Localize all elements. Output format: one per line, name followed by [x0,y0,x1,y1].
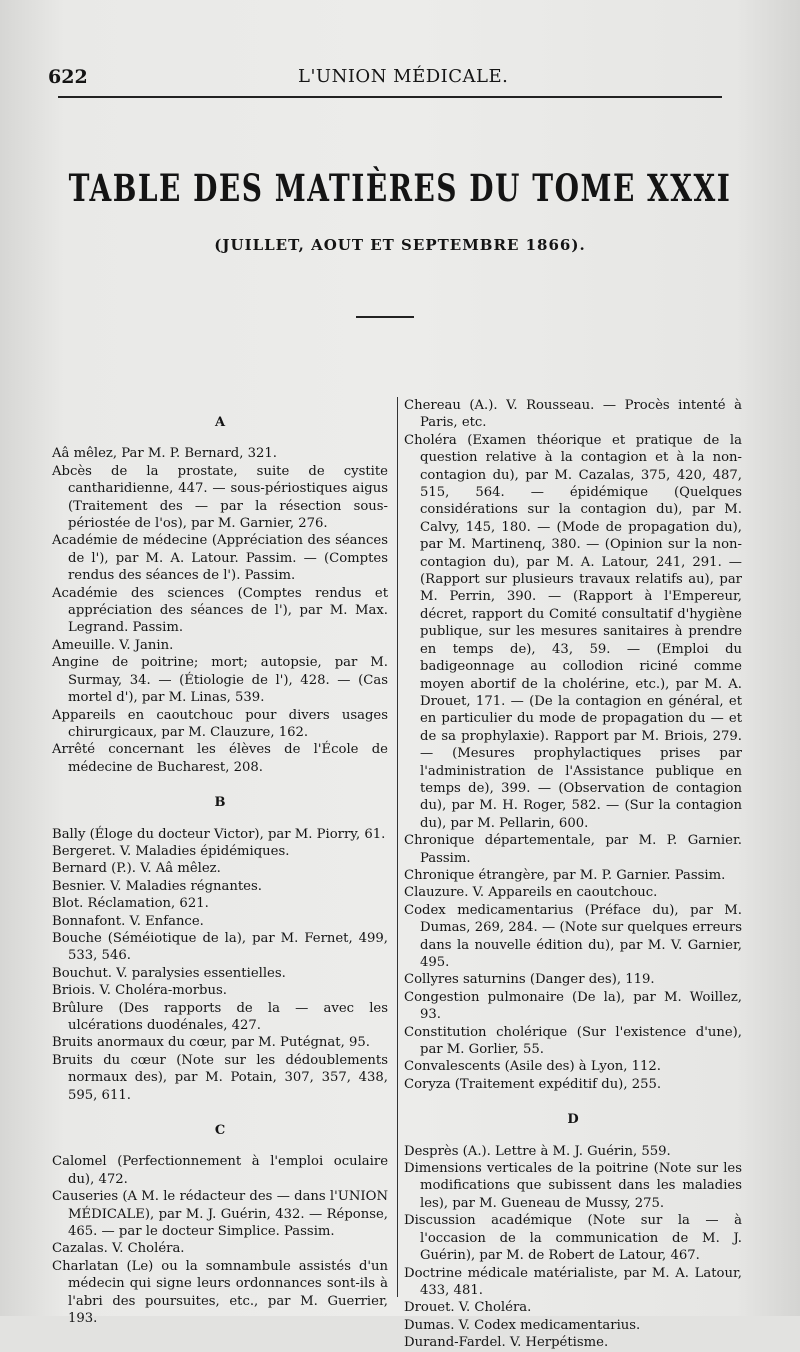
index-entry: Angine de poitrine; mort; autopsie, par M. Surmay, 34. — (Étiologie de l'), 428. — (Cas mortel d'), par M. Linas, 539. [52,655,388,706]
index-entry: Convalescents (Asile des) à Lyon, 112. [404,1059,661,1075]
index-entry: Doctrine médicale matérialiste, par M. A. Latour, 433, 481. [404,1265,742,1298]
left-column [52,410,388,1328]
index-entry: Constitution cholérique (Sur l'existence d'une), par M. Gorlier, 55. [404,1024,742,1058]
index-entry: Dumas. V. Codex medicamentarius. [404,1317,641,1333]
index-entry: Clauzure. V. Appareils en caoutchouc. [404,885,658,901]
index-entry: Briois. V. Choléra-morbus. [52,983,227,999]
index-entry: Causeries (A M. le rédacteur des — dans l'UNION MÉDICALE), par M. J. Guérin, 432. — Réponse, 465. — par le docteur Simplice. Passim. [52,1189,388,1240]
page-title: TABLE DES MATIÈRES DU TOME XXXI [68,166,732,211]
index-entry: Charlatan (Le) ou la somnambule assistés d'un médecin qui signe leurs ordonnances sont-ils à l'abri des poursuites, etc., par M. Guerrier, 193. [52,1258,388,1327]
index-entry: Coryza (Traitement expéditif du), 255. [404,1076,662,1092]
index-entry: Calomel (Perfectionnement à l'emploi oculaire du), 472. [52,1154,388,1187]
header-rule [58,96,722,98]
index-entry: Codex medicamentarius (Préface du), par M. Dumas, 269, 284. — (Note sur quelques erreurs dans la nouvelle édition du), par M. V. Garnier, 495. [404,902,742,970]
section-letter-b: B [214,795,226,811]
index-entry: Abcès de la prostate, suite de cystite cantharidienne, 447. — sous-périostiques aigus (Traitement des — par la résection sous-périostée de l'os), par M. Garnier, 276. [52,463,388,532]
index-entry: Bouche (Séméiotique de la), par M. Fernet, 499, 533, 546. [52,930,388,964]
index-entry: Bruits du cœur (Note sur les dédoublements normaux des), par M. Potain, 307, 357, 438, 595, 611. [52,1052,388,1103]
index-entry: Chronique départementale, par M. P. Garnier. Passim. [404,833,742,866]
index-entry: Chronique étrangère, par M. P. Garnier. Passim. [404,867,726,883]
index-entry: Bally (Éloge du docteur Victor), par M. Piorry, 61. [52,826,386,842]
section-letter-c: C [214,1123,226,1139]
right-column [404,397,742,1352]
index-entry: Aâ mêlez, Par M. P. Bernard, 321. [52,446,277,462]
index-entry: Bergeret. V. Maladies épidémiques. [52,843,290,859]
index-entry: Chereau (A.). V. Rousseau. — Procès intenté à Paris, etc. [404,398,742,431]
index-entry: Discussion académique (Note sur la — à l'occasion de la communication de M. J. Guérin), par M. de Robert de Latour, 467. [404,1213,742,1264]
section-letter-a: A [214,415,226,430]
index-entry: Dimensions verticales de la poitrine (Note sur les modifications que subissent dans les maladies les), par M. Gueneau de Mussy, 275. [404,1161,742,1211]
index-entry: Desprès (A.). Lettre à M. J. Guérin, 559. [404,1143,671,1159]
index-entry: Cazalas. V. Choléra. [52,1241,185,1257]
index-entry: Besnier. V. Maladies régnantes. [52,878,262,894]
section-letter-d: D [567,1112,579,1128]
page-header [48,62,728,98]
index-entry: Collyres saturnins (Danger des), 119. [404,972,655,988]
index-entry: Choléra (Examen théorique et pratique de la question relative à la contagion et à la non-contagion du), par M. Cazalas, 375, 420, 487, 515, 564. — épidémique (Quelques considérations sur la contagion du), par M. Calvy, 145, 180. — (Mode de propagation du), par M. Martinenq, 380. — (Opinion sur la non-contagion du), par M. A. Latour, 241, 291. — (Rapport sur plusieurs travaux relatifs au), par M. Perrin, 390. — (Rapport à l'Empereur, décret, rapport du Comité consultatif d'hygiène publique, sur les mesures sanitaires à prendre en temps de), 43, 59. — (Emploi du badigeonnage au collodion riciné comme moyen abortif de la cholérine, etc.), par M. A. Drouet, 171. — (De la contagion en général, et en particulier du mode de propagation du — et de sa prophylaxie). Rapport par M. Briois, 279. — (Mesures prophylactiques prises par l'administration de l'Assistance publique en temps de), 399. — (Observation de contagion du), par M. H. Roger, 582. — (Sur la contagion du), par M. Pellarin, 600. [404,432,742,831]
index-entry: Drouet. V. Choléra. [404,1300,532,1316]
column-divider [397,397,398,1297]
index-entry: Congestion pulmonaire (De la), par M. Woillez, 93. [404,989,742,1023]
index-entry: Blot. Réclamation, 621. [52,896,209,912]
index-entry: Appareils en caoutchouc pour divers usages chirurgicaux, par M. Clauzure, 162. [52,707,388,740]
index-entry: Bouchut. V. paralysies essentielles. [52,965,286,981]
running-title: L'UNION MÉDICALE. [298,66,509,87]
page-number: 622 [48,66,88,88]
index-entry: Bernard (P.). V. Aâ mêlez. [52,861,221,877]
page-subtitle: (JUILLET, AOUT ET SEPTEMBRE 1866). [214,236,586,254]
index-entry: Ameuille. V. Janin. [52,637,174,653]
title-rule [356,316,414,318]
index-entry: Arrêté concernant les élèves de l'École de médecine de Bucharest, 208. [52,742,388,775]
index-entry: Bruits anormaux du cœur, par M. Putégnat, 95. [52,1035,370,1051]
index-entry: Académie de médecine (Appréciation des séances de l'), par M. A. Latour. Passim. — (Comptes rendus des séances de l'). Passim. [52,533,388,584]
index-entry: Brûlure (Des rapports de la — avec les ulcérations duodénales, 427. [52,1000,388,1033]
index-entry: Académie des sciences (Comptes rendus et appréciation des séances de l'), par M. Max. Legrand. Passim. [52,585,388,636]
index-entry: Bonnafont. V. Enfance. [52,913,204,929]
index-entry: Durand-Fardel. V. Herpétisme. [404,1335,609,1351]
